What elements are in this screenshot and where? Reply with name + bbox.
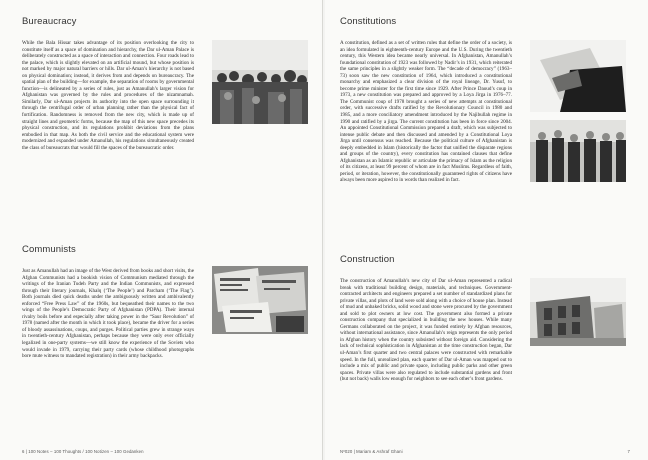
- photo-constitutions-top-image: [530, 40, 626, 112]
- section-body-construction: [340, 278, 512, 436]
- photo-construction: [530, 278, 626, 346]
- photo-constitutions-top: [530, 40, 626, 112]
- photo-constitutions-mid: [530, 120, 626, 182]
- section-body-constitutions: [340, 40, 512, 248]
- photo-construction-image: [530, 278, 626, 346]
- photo-bureaucracy-image: [212, 40, 308, 124]
- section-title-constitutions: Constitutions: [340, 16, 397, 27]
- section-title-communists: Communists: [22, 244, 76, 255]
- photo-communists: [212, 266, 308, 334]
- section-body-bureaucracy: [22, 40, 194, 236]
- photo-constitutions-mid-image: [530, 120, 626, 182]
- page-number: 7: [627, 449, 630, 454]
- footer-right: Nº020 | Mariam & Ashraf Ghani: [340, 449, 403, 454]
- photo-bureaucracy: [212, 40, 308, 124]
- section-body-communists: [22, 268, 194, 436]
- paragraph: A constitution, defined as a set of written rules that define the order of a society, is an idea formulated in eighteenth-century Europe and the U.S. During the twentieth century, this Western idea became nearly universal. In Afghanistan, Amanullah’s foundational constitution of 1923 was followed by Nadir’s in 1931, which reiterated the same principles in a slightly weaker form. The “decade of democracy” (1963–73) soon saw the new constitution of 1964, which introduced a constitutional monarchy and emphasized a clear division of the royal lineage, Dr. Yusuf, to become prime minister for the first time since 1929. After Prince Daoud’s coup in 1973, a new constitution was prepared and approved by a Loya Jirga in 1976–77. The Communist coup of 1978 brought a series of new attempts at constitutional order, with successive drafts ratified by the Revolutionary Council in 1980 and 1985, and a more conciliatory amendment introduced by the Najibullah regime in 1990 and ratified by a jirga. The current constitution has been in force since 2004. An appointed Constitutional Commission prepared a draft, which was subjected to intense public debate and then discussed and amended by a Constitutional Loya Jirga until consensus was reached. Because the political culture of Afghanistan is deeply embedded in Islam (historically the factor that unified the disparate regions and groups of the country), every constitution has contained clauses that define Afghanistan as an Islamic republic or articulate the primacy of Islam as the religion of its citizens, at least 99 percent of whom are in fact Muslims. Regardless of faith, period, or iteration, however, the constitutionally guaranteed rights of citizens have always been more aspired to in words than realized in fact.: [340, 40, 512, 184]
- photo-communists-image: [212, 266, 308, 334]
- right-page: [325, 0, 648, 460]
- paragraph: Just as Amanullah had an image of the West derived from books and short visits, the Afghan Communists had a bookish vision of Communism mediated through the writings of the Iranian Tudeh Party and the Indian Communists, and expressed through their literary journals, Khalq (‘The People’) and Parcham (‘The Flag’). Both journals died quick deaths under the ambiguously written and ambivalently enforced “Free Press Law” of the 1960s, but bequeathed their names to the two wings of the People’s Democratic Party of Afghanistan (PDPA). Their internal rivalry boils before and especially after taking power in the “Saur Revolution” of 1978 (named after the month in which it took place), became the driver for a series of bloody assassinations, coups, and purges. Political parties grew in strange ways in twentieth-century Afghanistan, perhaps because they were only ever officially legalized in one-party systems—we still know the experience of the Soviets who would invade in 1979, carrying their party cards (whose childhood photographs bore mute witness to mandated registration) in their army backpacks.: [22, 268, 194, 360]
- footer-left: 6 | 100 Notes – 100 Thoughts / 100 Notizen – 100 Gedanken: [22, 449, 144, 454]
- section-title-construction: Construction: [340, 254, 395, 265]
- section-title-bureaucracy: Bureaucracy: [22, 16, 77, 27]
- left-page: [0, 0, 323, 460]
- paragraph: While the Bala Hissar takes advantage of its position overlooking the city to constitute itself as a space of domination and hierarchy, the Dar ul-Aman Palace is deliberately constructed as a space of interaction and connection. Four roads lead to the palace, which is slightly elevated on an artificial mound, but whose position is not marked by major natural barriers or hills. Dar ul-Aman’s hierarchy is not based on physical domination; instead, it derives from and depends on bureaucracy. The spatial plan of the building—for example, the separation of rooms by governmental function—is delineated by a series of rules, just as Amanullah’s larger vision for Afghanistan was governed by the rules and procedures of the nizamnamah. Similarly, Dar ul-Aman projects its authority into the open space surrounding it through the centrifugal order of urban planning rather than the physical fact of fortification. Randomness is removed from the new city, which is made up of straight lines and geometric forms, because the map of this new space precedes its physical construction, and its regulations prohibit deviations from the plans embodied in that map. As both the civil service and the educational system were modernized and expanded under Amanullah, his regulations simultaneously created the class of bureaucrats that would fill the spaces of the bureaucratic order.: [22, 40, 194, 151]
- paragraph: The construction of Amanullah’s new city of Dar ul-Aman represented a radical break with traditional building design, materials, and techniques. Government-contracted architects and engineers prepared a set number of standardized plans for private villas, and plots of land were sold along with a choice of house plan. Instead of mud and unbaked bricks, solid wood and stone were procured by the government and sold to plot owners at low cost. The government also formed a private construction company that specialized in building the new houses. While many Germans collaborated on the project, it was funded entirely by Afghan resources, without international assistance, since Amanullah’s reign represents the only period in Afghan history when the country subsisted without foreign aid. Considering the lack of technical sophistication in Afghanistan at the time construction began, Dar ul-Aman’s first quarter and two central palaces were constructed with remarkable speed. In the full, unrealized plan, each quarter of Dar ul-Aman was mapped out to include a mix of public and private space, including public parks and other green spaces. Private villas were also regulated to include substantial gardens and front (but not back) walls low enough for neighbors to see each other’s front gardens.: [340, 278, 512, 383]
